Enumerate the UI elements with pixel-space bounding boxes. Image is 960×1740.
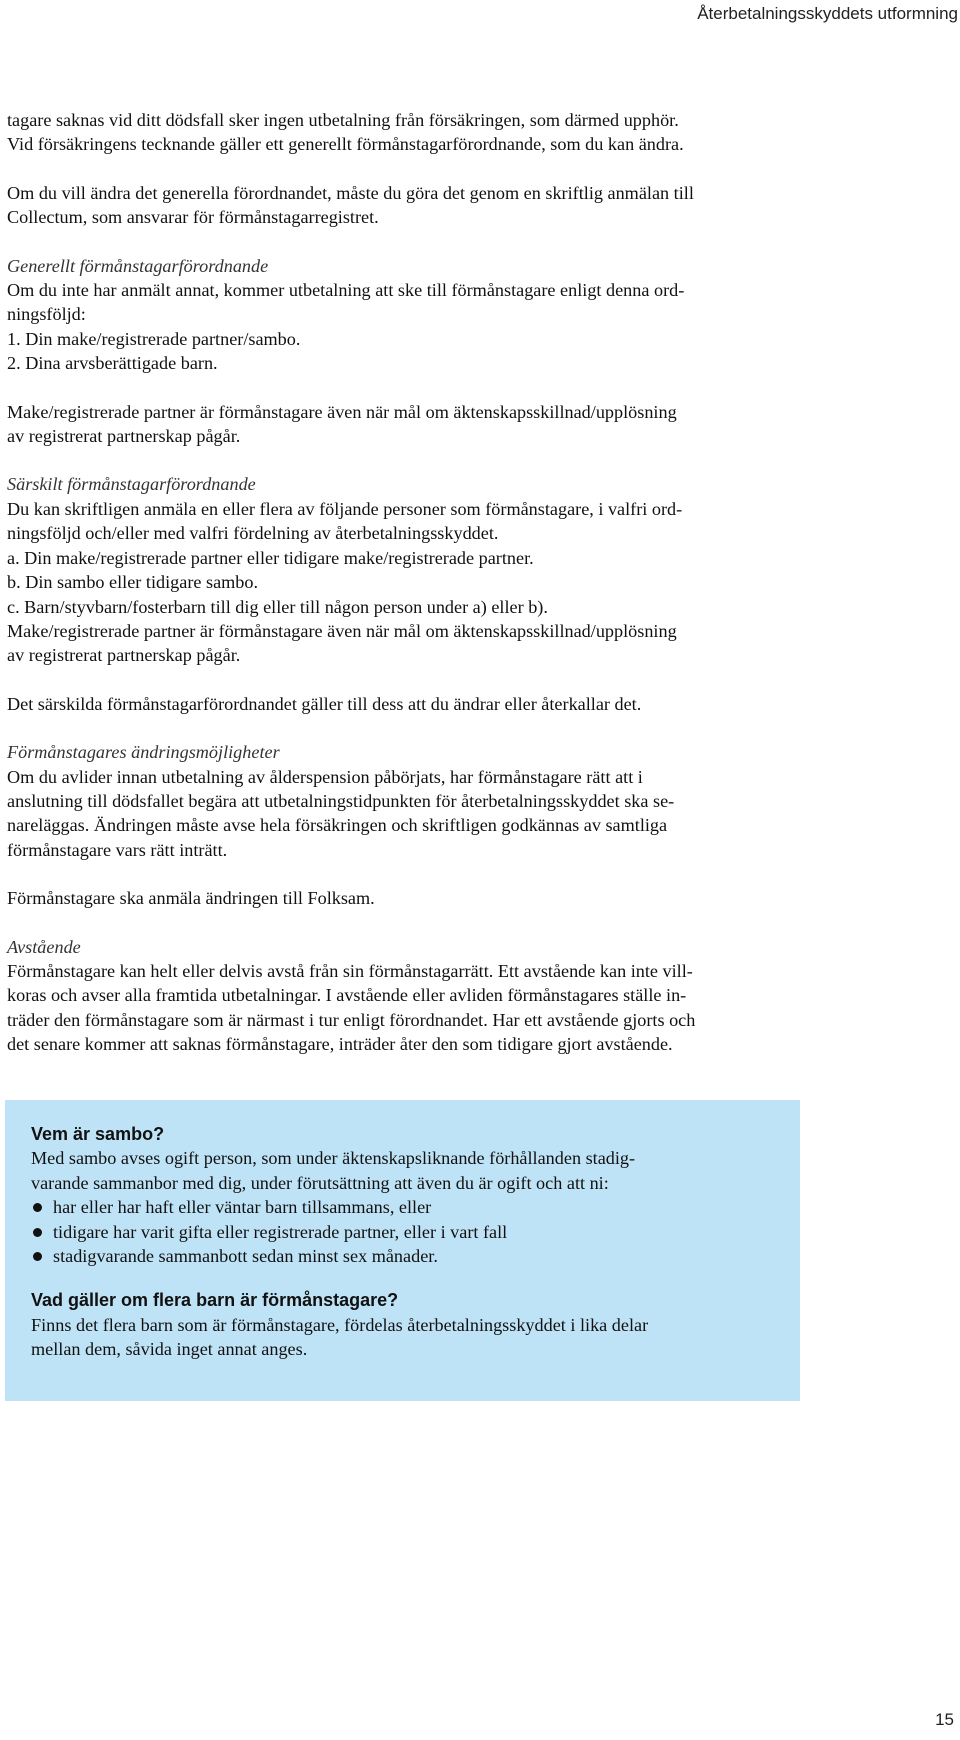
paragraph-line: koras och avser alla framtida utbetalningar. I avstående eller avliden förmånstagares ställe in- [7,985,687,1006]
running-head-title: Återbetalningsskyddets utformning [697,4,958,23]
paragraph-line: Om du inte har anmält annat, kommer utbetalning att ske till förmånstagare enligt denna ord- [7,280,685,301]
section-heading-change: Förmånstagares ändringsmöjligheter [7,742,280,763]
paragraph-line: träder den förmånstagare som är närmast i tur enligt förordnandet. Har ett avstående gjorts och [7,1009,696,1030]
paragraph-line: Make/registrerade partner är förmånstagare även när mål om äktenskapsskillnad/upplösning [7,401,677,422]
list-item: c. Barn/styvbarn/fosterbarn till dig eller till någon person under a) eller b). [7,596,548,617]
section-heading-general: Generellt förmånstagarförordnande [7,255,269,276]
bullet-text: har eller har haft eller väntar barn tillsammans, eller [53,1197,432,1218]
info-line: varande sammanbor med dig, under förutsättning att även du är ogift och att ni: [31,1172,609,1193]
list-item: b. Din sambo eller tidigare sambo. [7,572,259,593]
paragraph-line: anslutning till dödsfallet begära att utbetalningstidpunkten för återbetalningsskyddet ska se- [7,790,675,811]
paragraph-line: Collectum, som ansvarar för förmånstagarregistret. [7,207,379,228]
bullet-item [31,1244,771,1268]
body-text [7,108,807,1057]
info-line: mellan dem, såvida inget annat anges. [31,1339,308,1360]
info-title-children: Vad gäller om flera barn är förmånstagare? [31,1290,399,1311]
paragraph-line: ningsföljd: [7,304,86,325]
sambo-bullet-list [31,1195,771,1268]
paragraph-line: Make/registrerade partner är förmånstagare även när mål om äktenskapsskillnad/upplösning [7,620,677,641]
list-item: 2. Dina arvsberättigade barn. [7,353,218,374]
paragraph-line: Du kan skriftligen anmäla en eller flera av följande personer som förmånstagare, i valfri ord- [7,498,683,519]
paragraph-line: tagare saknas vid ditt dödsfall sker ingen utbetalning från försäkringen, som därmed upphör. [7,110,679,130]
bullet-dot-icon [33,1228,42,1237]
paragraph-line: ningsföljd och/eller med valfri fördelning av återbetalningsskyddet. [7,523,499,544]
info-line: Finns det flera barn som är förmånstagare, fördelas återbetalningsskyddet i lika delar [31,1314,649,1335]
paragraph-line: förmånstagare vars rätt inträtt. [7,839,228,860]
paragraph-line: Det särskilda förmånstagarförordnandet gäller till dess att du ändrar eller återkallar det. [7,693,642,714]
bullet-text: tidigare har varit gifta eller registrerade partner, eller i vart fall [53,1221,508,1242]
paragraph-line: av registrerat partnerskap pågår. [7,645,241,666]
paragraph-line: Om du avlider innan utbetalning av ålderspension påbörjats, har förmånstagare rätt att i [7,766,643,787]
list-item: a. Din make/registrerade partner eller tidigare make/registrerade partner. [7,547,534,568]
paragraph-line: Vid försäkringens tecknande gäller ett generellt förmånstagarförordnande, som du kan ändra. [7,134,684,155]
list-item: 1. Din make/registrerade partner/sambo. [7,328,301,349]
info-box [5,1100,800,1401]
page-number: 15 [935,1710,954,1729]
info-line: Med sambo avses ogift person, som under äktenskapsliknande förhållanden stadig- [31,1148,636,1169]
bullet-item [31,1195,771,1219]
section-heading-special: Särskilt förmånstagarförordnande [7,474,256,495]
bullet-dot-icon [33,1252,42,1261]
bullet-dot-icon [33,1203,42,1212]
paragraph-line: av registrerat partnerskap pågår. [7,426,241,447]
bullet-text: stadigvarande sammanbott sedan minst sex månader. [53,1246,438,1267]
info-title-sambo: Vem är sambo? [31,1124,165,1144]
paragraph-line: det senare kommer att saknas förmånstagare, inträder åter den som tidigare gjort avstående. [7,1034,673,1055]
bullet-item [31,1220,771,1244]
paragraph-line: Förmånstagare ska anmäla ändringen till Folksam. [7,888,375,909]
paragraph-line: Förmånstagare kan helt eller delvis avstå från sin förmånstagarrätt. Ett avstående kan inte vill- [7,960,693,981]
paragraph-line: Om du vill ändra det generella förordnandet, måste du göra det genom en skriftlig anmälan till [7,182,694,203]
paragraph-line: nareläggas. Ändringen måste avse hela försäkringen och skriftligen godkännas av samtliga [7,815,668,836]
section-heading-waiver: Avstående [7,936,81,957]
